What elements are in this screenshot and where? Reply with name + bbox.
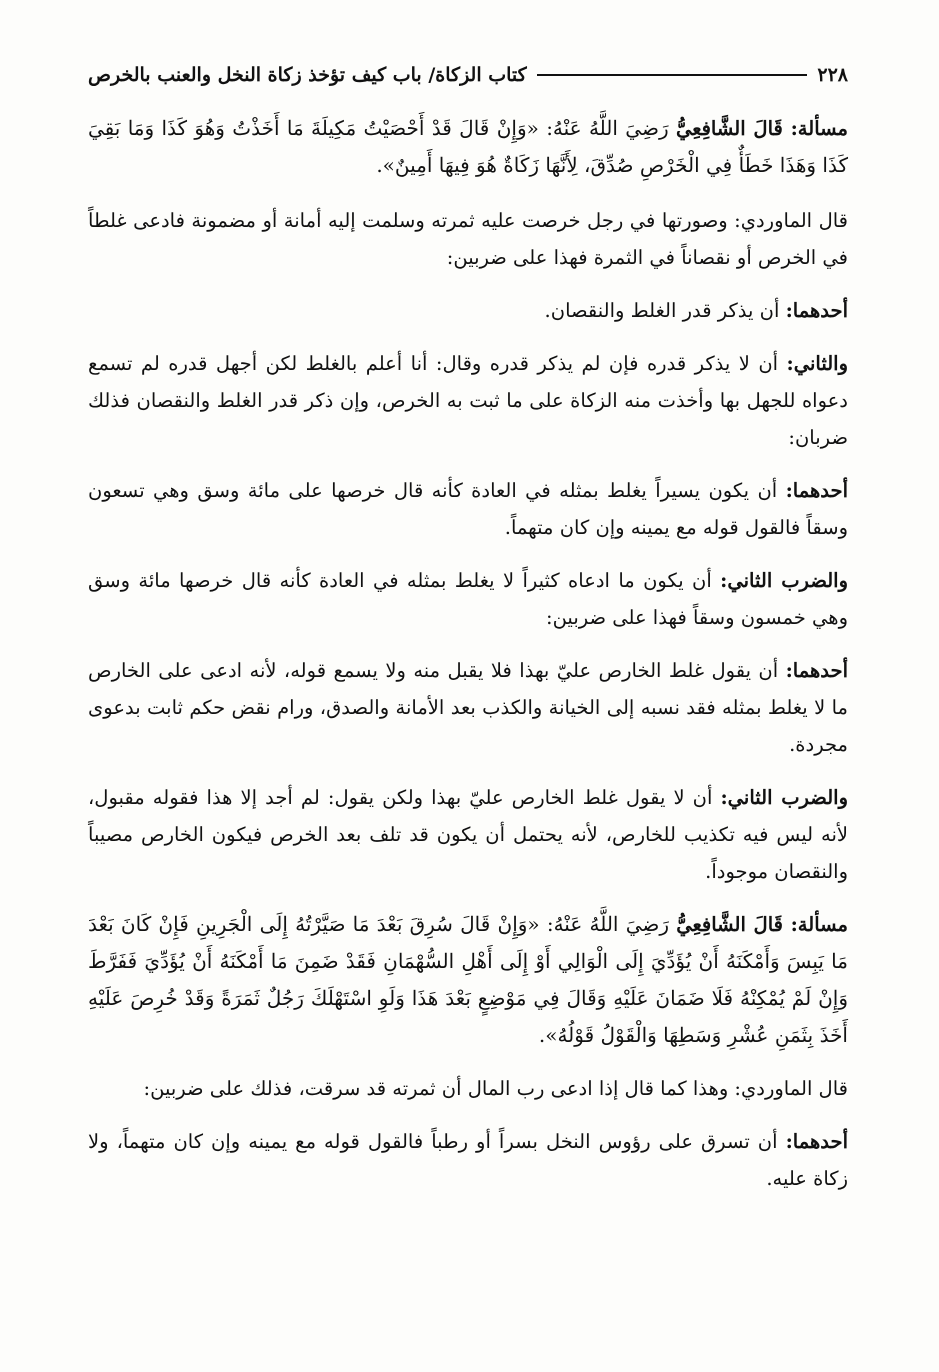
paragraph-second-type bbox=[88, 345, 848, 456]
paragraph-text: أن يقول غلط الخارص عليّ بهذا فلا يقبل منه ولا يسمع قوله، لأنه ادعى على الخارص ما لا يغلط بمثله فقد نسبه إلى الخيانة والكذب بعد الأمانة والصدق، ورام نقض حكم ثابت بدعوى مجردة. bbox=[88, 659, 848, 756]
paragraph-term: والضرب الثاني: bbox=[720, 569, 849, 592]
paragraph-term: والضرب الثاني: bbox=[720, 786, 848, 809]
paragraph-masala-2 bbox=[88, 906, 848, 1054]
paragraph-text: رَضِيَ اللَّهُ عَنْهُ: «وَإِنْ قَالَ قَدْ أَحْصَيْتُ مَكِيلَةَ مَا أَخَذْتُ وَهُوَ كَذَا وَمَا بَقِيَ كَذَا وَهَذَا خَطَأٌ فِي الْخَرْصِ صُدِّقَ، لِأَنَّهَا زَكَاةٌ هُوَ فِيهَا أَمِينٌ». bbox=[88, 116, 848, 177]
paragraph-term: أحدهما: bbox=[785, 479, 848, 502]
header-rule bbox=[537, 74, 808, 76]
paragraph-term: والثاني: bbox=[786, 352, 848, 375]
paragraph-text: أن لا يقول غلط الخارص عليّ بهذا ولكن يقول: لم أجد إلا هذا فقوله مقبول، لأنه ليس فيه تكذيب للخارص، لأنه يحتمل أن يكون قد تلف بعد الخرص فيكون الخارص مصيباً والنقصان موجوداً. bbox=[88, 786, 848, 883]
paragraph-term: أحدهما: bbox=[785, 1130, 848, 1153]
paragraph-theft-first bbox=[88, 1123, 848, 1197]
paragraph-text: أن يكون يسيراً يغلط بمثله في العادة كأنه قال خرصها على مائة وسق وهي تسعون وسقاً فالقول قوله مع يمينه وإن كان متهماً. bbox=[88, 479, 848, 539]
paragraph-first-subkind bbox=[88, 652, 848, 763]
paragraph-second-kind bbox=[88, 562, 848, 636]
paragraph-text: أن لا يذكر قدره فإن لم يذكر قدره وقال: أنا أعلم بالغلط لكن أجهل قدره لم تسمع دعواه للجهل بها وأخذت منه الزكاة على ما ثبت به الخرص، وإن ذكر قدر الغلط والنقصان فذلك ضربان: bbox=[88, 352, 848, 449]
paragraph-term: مسألة: قَالَ الشَّافِعِيُّ bbox=[675, 117, 848, 140]
main-text bbox=[88, 110, 848, 1213]
paragraph-masala-1 bbox=[88, 110, 848, 184]
paragraph-term: مسألة: قَالَ الشَّافِعِيُّ bbox=[676, 913, 848, 936]
paragraph-term: أحدهما: bbox=[785, 299, 848, 322]
paragraph-text: قال الماوردي: وصورتها في رجل خرصت عليه ثمرته وسلمت إليه أمانة أو مضمونة فادعى غلطاً في الخرص أو نقصاناً في الثمرة فهذا على ضربين: bbox=[88, 209, 848, 269]
page-number: ٢٢٨ bbox=[817, 64, 848, 86]
paragraph-first-of-two bbox=[88, 472, 848, 546]
running-header bbox=[88, 60, 848, 90]
paragraph-second-subkind bbox=[88, 779, 848, 890]
paragraph-term: أحدهما: bbox=[785, 659, 848, 682]
paragraph-mawardi-1 bbox=[88, 202, 848, 276]
chapter-title: كتاب الزكاة/ باب كيف تؤخذ زكاة النخل والعنب بالخرص bbox=[88, 64, 527, 86]
paragraph-text: أن يكون ما ادعاه كثيراً لا يغلط بمثله في العادة كأنه قال خرصها مائة وسق وهي خمسون وسقاً فهذا على ضربين: bbox=[88, 569, 848, 629]
paragraph-text: رَضِيَ اللَّهُ عَنْهُ: «وَإِنْ قَالَ سُرِقَ بَعْدَ مَا صَيَّرْتُهُ إِلَى الْجَرِينِ فَإِنْ كَانَ بَعْدَ مَا يَبِسَ وَأَمْكَنَهُ أَنْ يُؤَدِّيَ إِلَى الْوَالِي أَوْ إِلَى أَهْلِ السُّهْمَانِ فَقَدْ ضَمِنَ مَا أَمْكَنَهُ أَنْ يُؤَدِّيَ فَفَرَّطَ وَإِنْ لَمْ يُمْكِنْهُ فَلَا ضَمَانَ عَلَيْهِ وَقَالَ فِي مَوْضِعٍ بَعْدَ هَذَا وَلَوِ اسْتَهْلَكَ رَجُلٌ ثَمَرَةً وَقَدْ خُرِصَ عَلَيْهِ أَخَذَ بِثَمَنِ عُشْرِ وَسَطِهَا وَالْقَوْلُ قَوْلُهُ». bbox=[88, 912, 848, 1047]
paragraph-text: أن تسرق على رؤوس النخل بسراً أو رطباً فالقول قوله مع يمينه وإن كان متهماً، ولا زكاة عليه. bbox=[88, 1130, 848, 1190]
paragraph-text: أن يذكر قدر الغلط والنقصان. bbox=[544, 299, 786, 322]
paragraph-text: قال الماوردي: وهذا كما قال إذا ادعى رب المال أن ثمرته قد سرقت، فذلك على ضربين: bbox=[143, 1077, 848, 1100]
paragraph-mawardi-2 bbox=[88, 1070, 848, 1107]
paragraph-first-type bbox=[88, 292, 848, 329]
